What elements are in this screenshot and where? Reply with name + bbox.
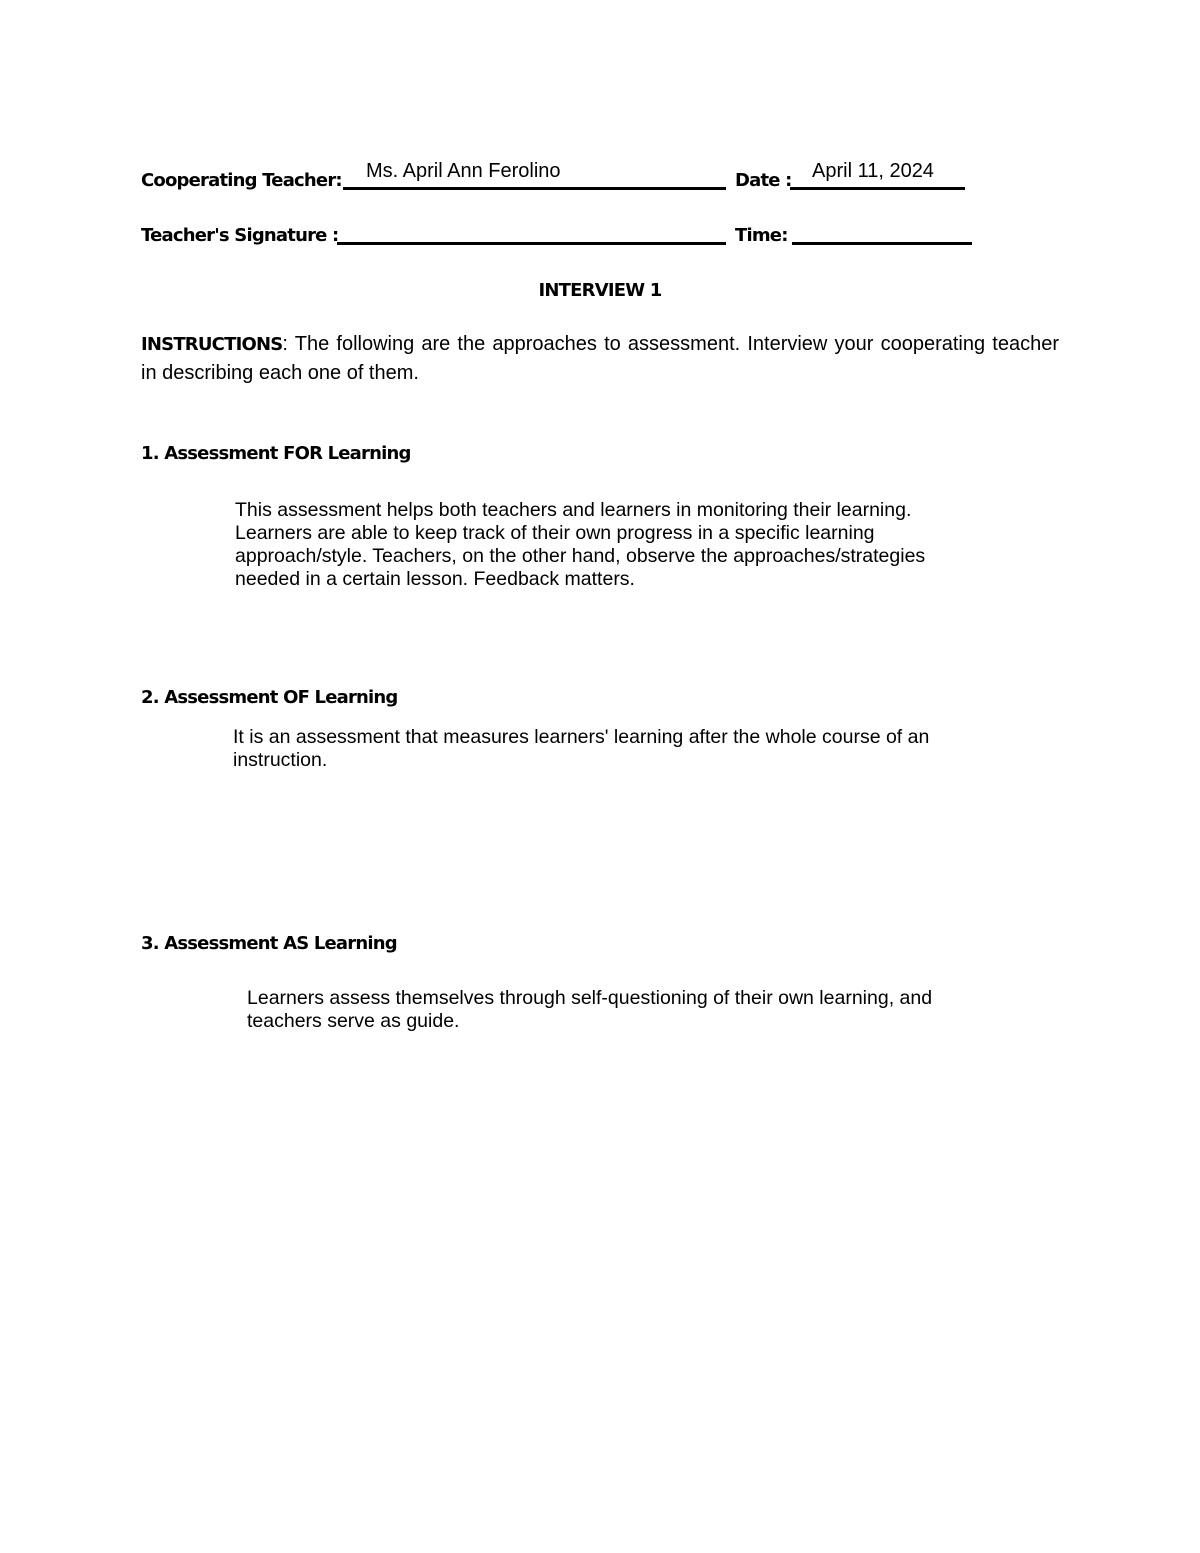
section-heading-as-learning: 3. Assessment AS Learning bbox=[141, 933, 397, 954]
page-title: INTERVIEW 1 bbox=[538, 280, 662, 301]
answer-of-learning[interactable]: It is an assessment that measures learners' learning after the whole course of an instruction. bbox=[233, 726, 930, 771]
answer-for-learning[interactable]: This assessment helps both teachers and learners in monitoring their learning. Learners are able to keep track of their own progress in a specific learning approach/style. Teachers, on the other hand, observe the approaches/strategies needed in a certain lesson. Feedback matters. bbox=[235, 499, 926, 590]
section-heading-for-learning: 1. Assessment FOR Learning bbox=[141, 443, 411, 464]
instructions bbox=[141, 330, 1059, 387]
answer-as-learning[interactable]: Learners assess themselves through self-questioning of their own learning, and teachers serve as guide. bbox=[247, 987, 933, 1032]
instructions-lead: INSTRUCTIONS bbox=[141, 334, 283, 355]
time-label: Time: bbox=[735, 225, 788, 246]
cooperating-teacher-field[interactable]: Ms. April Ann Ferolino bbox=[366, 160, 561, 182]
cooperating-teacher-label: Cooperating Teacher: bbox=[141, 170, 342, 191]
date-field[interactable]: April 11, 2024 bbox=[812, 160, 934, 182]
section-heading-of-learning: 2. Assessment OF Learning bbox=[141, 687, 398, 708]
signature-label: Teacher's Signature : bbox=[141, 225, 339, 246]
date-label: Date : bbox=[735, 170, 792, 191]
time-underline bbox=[792, 242, 972, 245]
cooperating-teacher-underline bbox=[343, 187, 726, 190]
date-underline bbox=[790, 187, 965, 190]
instructions-text: : The following are the approaches to assessment. Interview your cooperating teacher in describing each one of them. bbox=[141, 333, 1059, 384]
signature-underline bbox=[337, 242, 726, 245]
